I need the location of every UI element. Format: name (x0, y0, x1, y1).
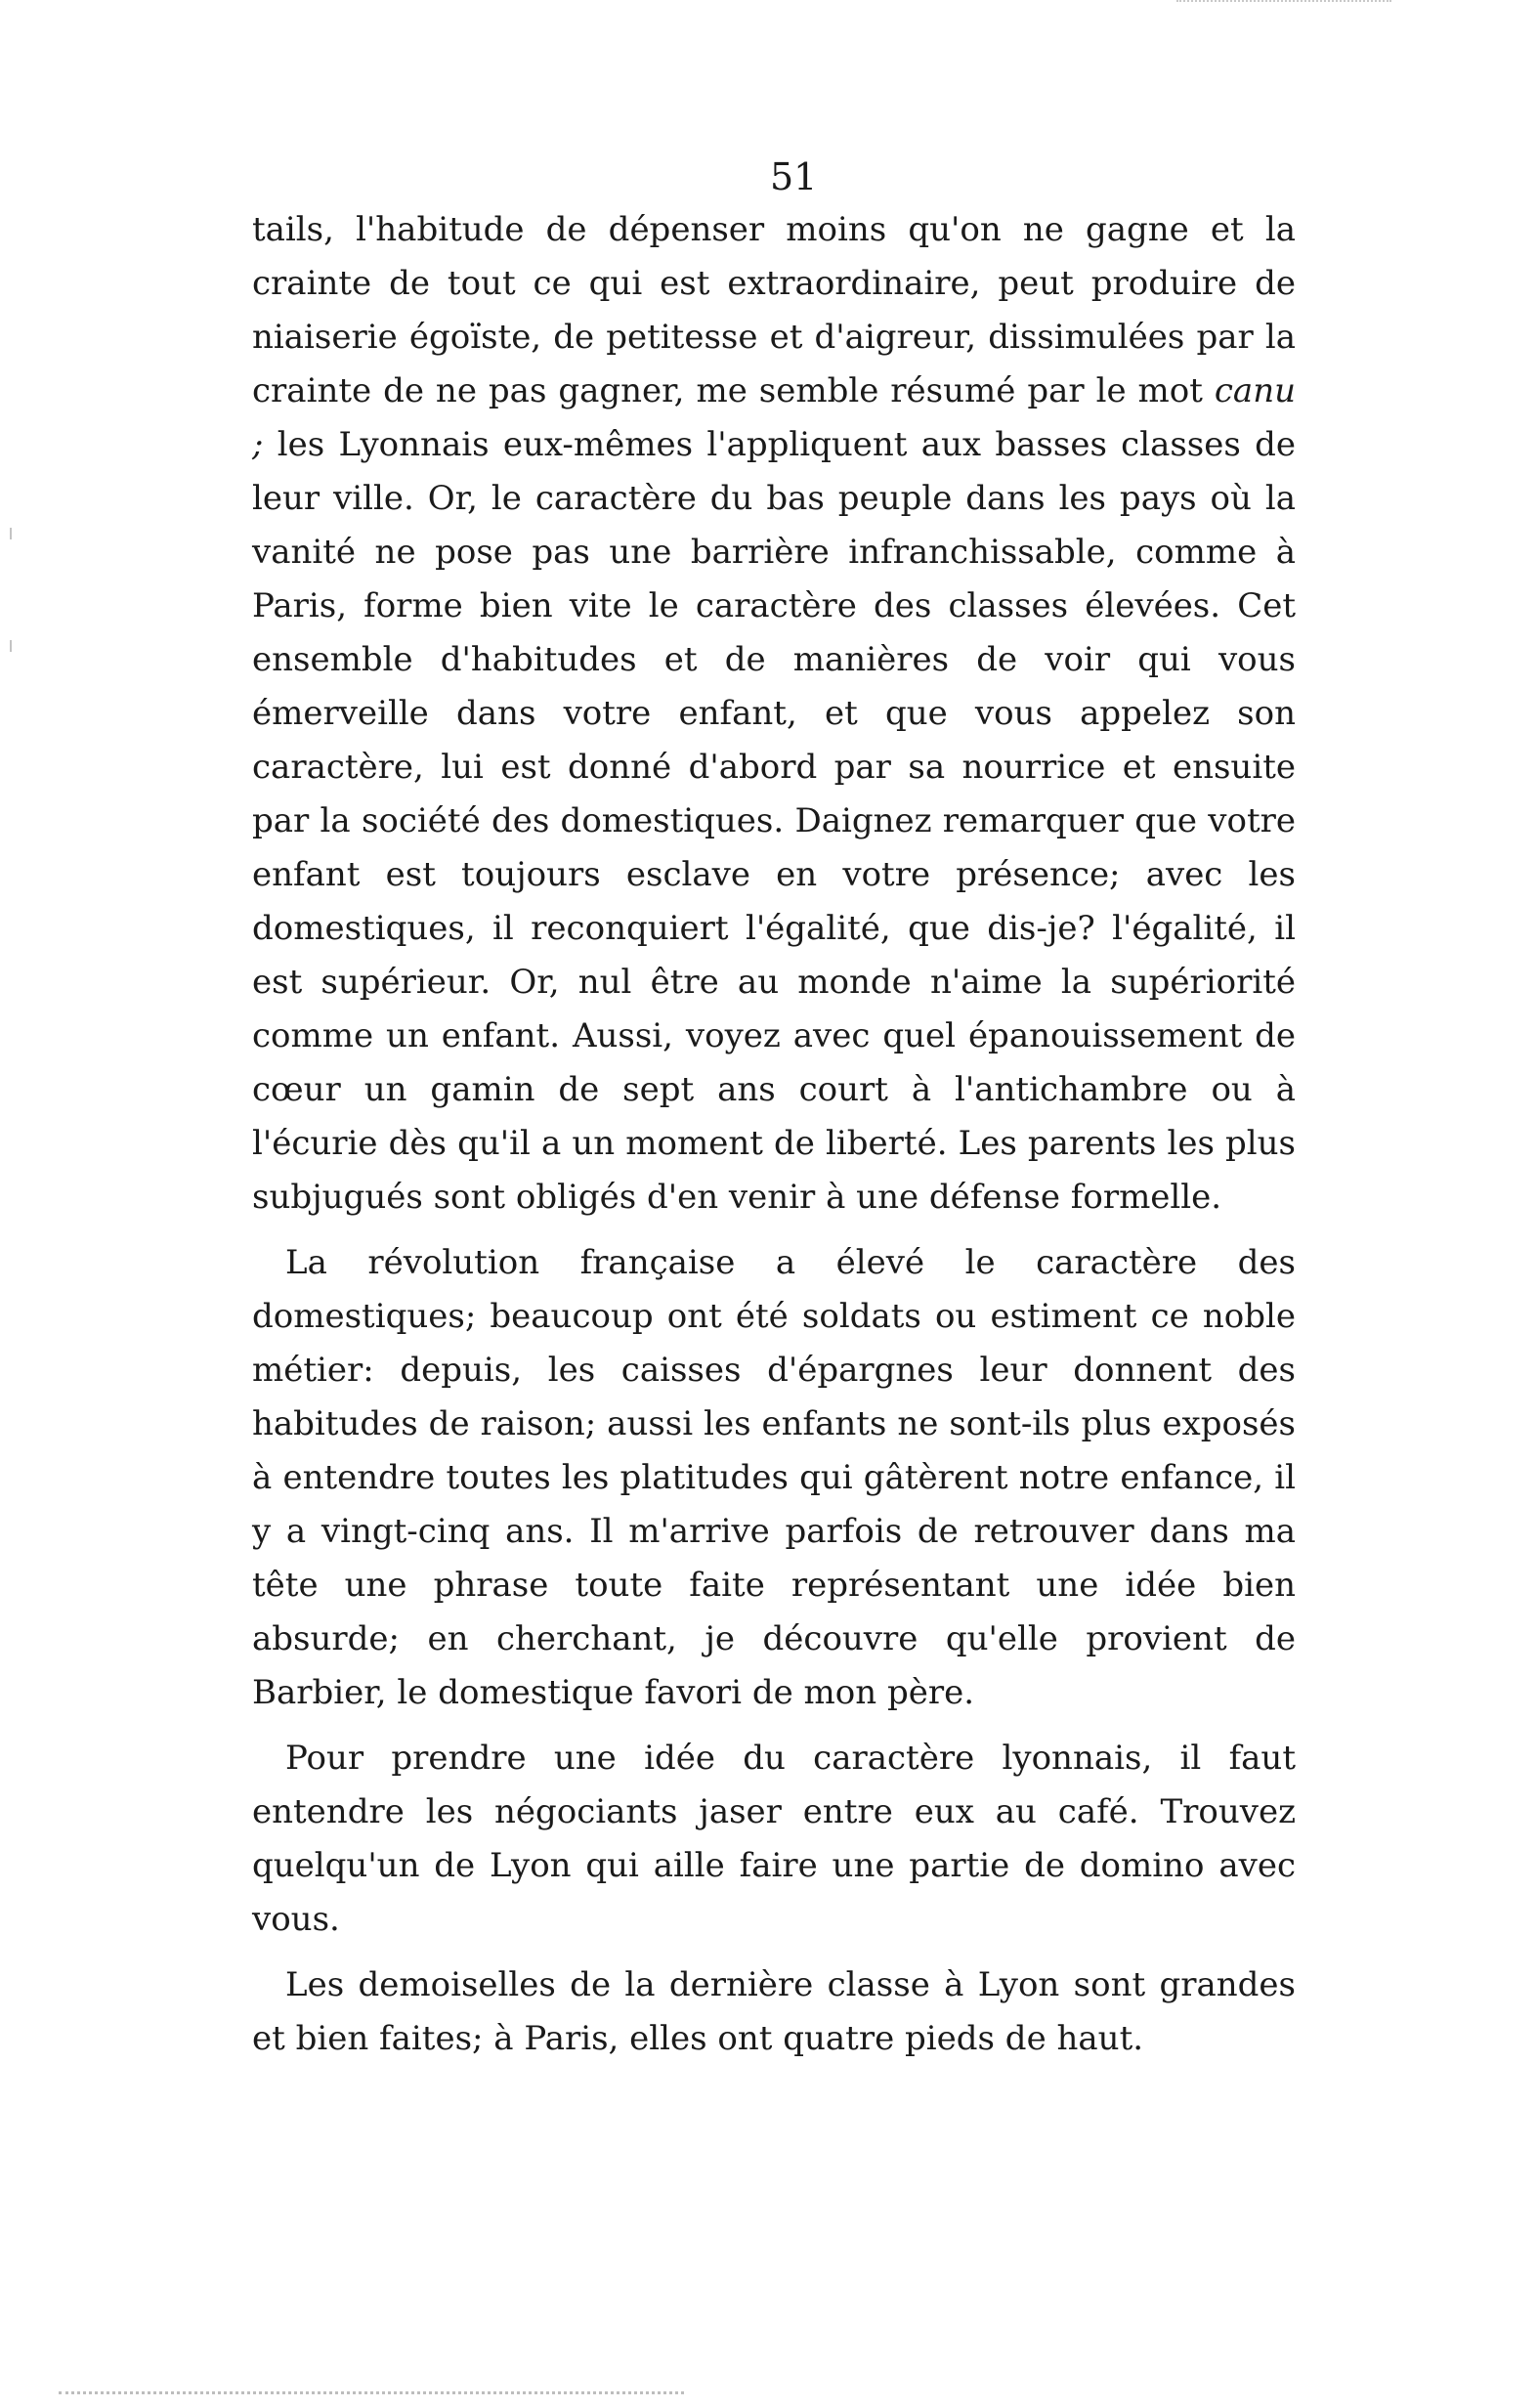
paragraph-1-lead: tails, l'habitude de dépenser moins qu'on ne gagne et la crainte de tout ce qui est extraordinaire, peut produire de niaiserie égoïste, de petitesse et d'aigreur, dissimulées par la crainte de ne pas gagner, me semble résumé par le mot (252, 210, 1296, 410)
page-number: 51 (770, 155, 818, 198)
scan-margin-tick (10, 528, 12, 539)
italic-word-canu: canu ; (252, 371, 1296, 464)
paragraph-1-tail: les Lyonnais eux-mêmes l'appliquent aux basses classes de leur ville. Or, le caractère du bas peuple dans les pays où la vanité ne pose pas une barrière infranchissable, comme à Paris, forme bien vite le caractère des classes élevées. Cet ensemble d'habitudes et de manières de voir qui vous émerveille dans votre enfant, et que vous appelez son caractère, lui est donné d'abord par sa nourrice et ensuite par la société des domestiques. Daignez remarquer que votre enfant est toujours esclave en votre présence; avec les domestiques, il reconquiert l'égalité, que dis-je? l'égalité, il est supérieur. Or, nul être au monde n'aime la supériorité comme un enfant. Aussi, voyez avec quel épanouissement de cœur un gamin de sept ans court à l'antichambre ou à l'écurie dès qu'il a un moment de liberté. Les parents les plus subjugués sont obligés d'en venir à une défense formelle. (252, 425, 1296, 1217)
scan-margin-tick (10, 640, 12, 652)
paragraph-2: La révolution française a élevé le caractère des domestiques; beaucoup ont été soldats ou estiment ce noble métier: depuis, les caisses d'épargnes leur donnent des habitudes de raison; aussi les enfants ne sont-ils plus exposés à entendre toutes les platitudes qui gâtèrent notre enfance, il y a vingt-cinq ans. Il m'arrive parfois de retrouver dans ma tête une phrase toute faite représentant une idée bien absurde; en cherchant, je découvre qu'elle provient de Barbier, le domestique favori de mon père. (252, 1243, 1296, 1712)
paragraph-4: Les demoiselles de la dernière classe à Lyon sont grandes et bien faites; à Paris, elles ont quatre pieds de haut. (252, 1965, 1296, 2058)
body-text (252, 203, 1296, 2078)
scan-edge-marks (1176, 0, 1391, 8)
scan-bottom-marks (59, 2391, 684, 2398)
paragraph-3: Pour prendre une idée du caractère lyonnais, il faut entendre les négociants jaser entre eux au café. Trouvez quelqu'un de Lyon qui aille faire une partie de domino avec vous. (252, 1739, 1296, 1939)
paragraph-1 (252, 203, 1296, 1225)
